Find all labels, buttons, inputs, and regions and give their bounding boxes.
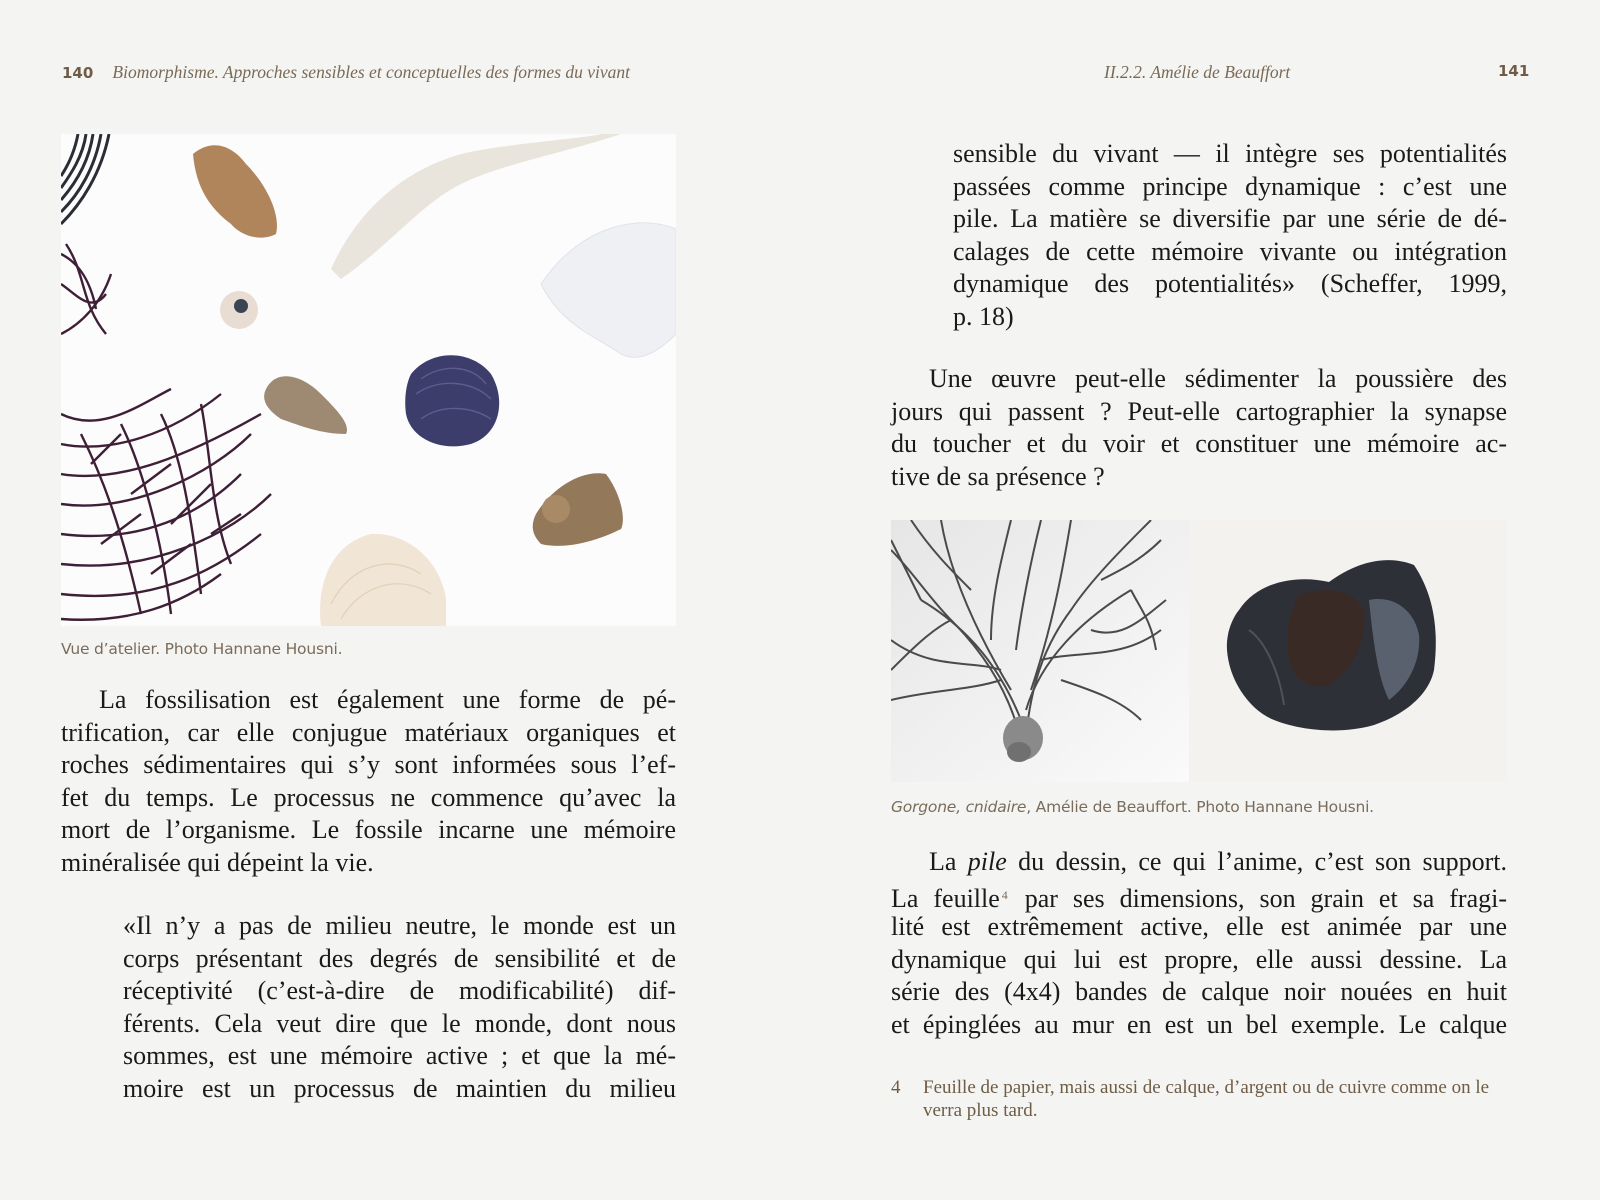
text-line: jours qui passent ? Peut-elle cartographier la synapse — [891, 396, 1507, 426]
caption-credit: , Amélie de Beauffort. Photo Hannane Housni. — [1026, 798, 1374, 816]
running-title-right: II.2.2. Amélie de Beauffort — [1104, 62, 1291, 82]
text-line: calages de cette mémoire vivante ou intégration — [953, 236, 1507, 266]
text-line: minéralisée qui dépeint la vie. — [61, 847, 374, 877]
text-line: La fossilisation est également une forme de pé- — [99, 685, 676, 714]
text-line: pile. La matière se diversifie par une série de dé- — [953, 204, 1507, 234]
text-fragment: par ses dimensions, son grain et sa fragi- — [1009, 883, 1507, 913]
block-quote-scheffer — [123, 910, 676, 1106]
studio-photo — [61, 134, 676, 626]
running-head-left — [62, 62, 630, 83]
text-line: série des (4x4) bandes de calque noir nouées en huit — [891, 977, 1507, 1007]
caption-artwork-title: Gorgone, cnidaire — [891, 798, 1027, 816]
text-line: lité est extrêmement active, elle est animée par une — [891, 912, 1507, 942]
gorgonian-coral-photo-icon — [891, 520, 1189, 782]
block-quote-continuation — [953, 138, 1507, 334]
text-line: roches sédimentaires qui s’y sont informées sous l’ef- — [61, 750, 676, 780]
studio-photo-image-icon — [61, 134, 676, 626]
footnote-4 — [891, 1076, 1507, 1122]
text-line: et épinglées au mur en est un bel exemple. Le calque — [891, 1009, 1507, 1039]
text-line: tive de sa présence ? — [891, 461, 1105, 491]
text-line: «Il n’y a pas de milieu neutre, le monde est un — [123, 911, 676, 940]
text-line: férents. Cela veut dire que le monde, dont nous — [123, 1008, 676, 1038]
text-fragment: La — [929, 847, 968, 876]
text-line: du toucher et du voir et constituer une mémoire ac- — [891, 429, 1507, 459]
body-paragraph-pile — [891, 846, 1507, 1042]
text-fragment: La feuille — [891, 883, 1000, 913]
text-line: moire est un processus de maintien du milieu — [123, 1073, 676, 1103]
black-sculpture-photo-icon — [1189, 520, 1507, 782]
sculpture-photo — [1189, 520, 1507, 782]
body-paragraph-oeuvre — [891, 363, 1507, 493]
figure-caption-left: Vue d’atelier. Photo Hannane Housni. — [61, 640, 343, 658]
gorgone-photo — [891, 520, 1189, 782]
text-line: Une œuvre peut-elle sédimenter la poussière des — [929, 364, 1507, 393]
text-fragment: du dessin, ce qui l’anime, c’est son support. — [1006, 847, 1507, 876]
figure-caption-right — [891, 798, 1374, 816]
text-line: p. 18) — [953, 301, 1014, 331]
text-line: mort de l’organisme. Le fossile incarne une mémoire — [61, 815, 676, 845]
page-number-right: 141 — [1498, 62, 1530, 80]
page-number-left: 140 — [62, 64, 94, 82]
text-line: corps présentant des degrés de sensibilité et de — [123, 943, 676, 973]
text-line: sensible du vivant — il intègre ses potentialités — [953, 139, 1507, 168]
text-line: réceptivité (c’est-à-dire de modificabilité) dif- — [123, 976, 676, 1006]
text-line: trification, car elle conjugue matériaux organiques et — [61, 717, 676, 747]
footnote-number: 4 — [891, 1077, 901, 1098]
text-line: dynamique des potentialités» (Scheffer, 1999, — [953, 269, 1507, 299]
emphasis-pile: pile — [967, 847, 1007, 876]
footnote-reference-4[interactable]: 4 — [1001, 887, 1008, 902]
text-line — [891, 879, 1507, 912]
text-line: passées comme principe dynamique : c’est une — [953, 171, 1507, 201]
text-line: fet du temps. Le processus ne commence qu’avec la — [61, 782, 676, 812]
body-paragraph-fossilisation — [61, 684, 676, 880]
text-line: dynamique qui lui est propre, elle aussi dessine. La — [891, 944, 1507, 974]
footnote-text: Feuille de papier, mais aussi de calque, d’argent ou de cuivre comme on le verra plus tard. — [923, 1077, 1490, 1121]
text-line: sommes, est une mémoire active ; et que la mé- — [123, 1041, 676, 1071]
running-title-left: Biomorphisme. Approches sensibles et conceptuelles des formes du vivant — [112, 62, 631, 82]
text-line — [891, 846, 1507, 879]
